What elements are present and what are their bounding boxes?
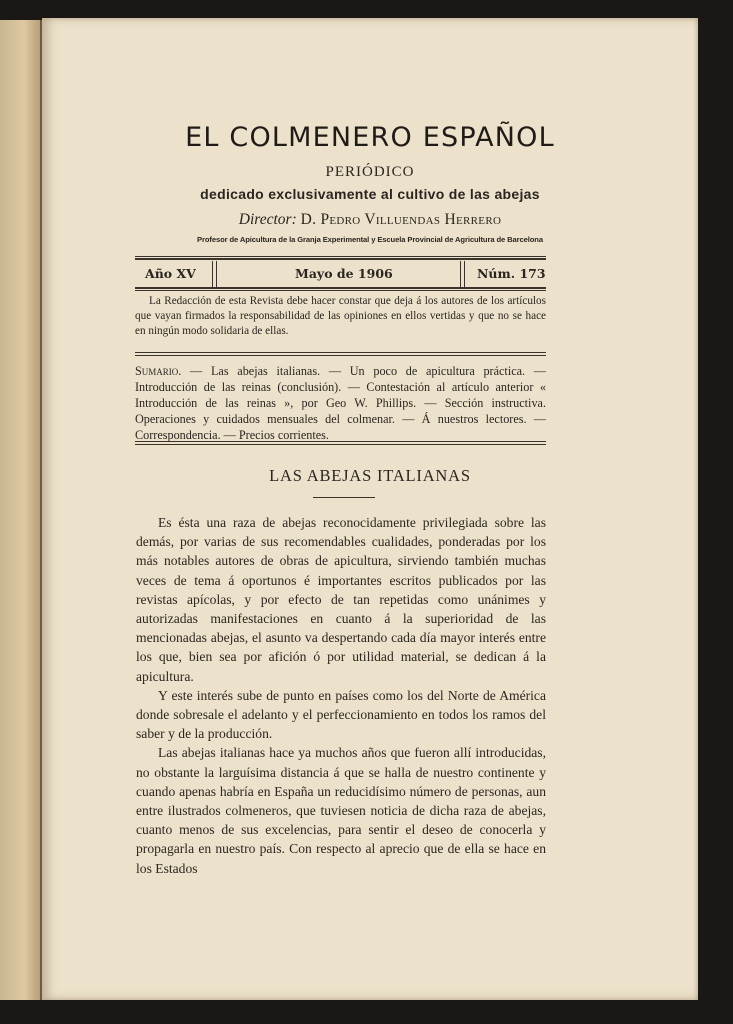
article-paragraph: Es ésta una raza de abejas reconocidamente privilegiada sobre las demás, por varias de sus recomendables cualidades, ponderadas por los más notables autores de obras de apicultura, sirviendo también muchas veces de tema á oportunos é importantes escritos publicados por las revistas apícolas, y por efecto de tan repetidas como unánimes y autorizadas manifestaciones en cuanto á la superioridad de las mencionadas abejas, el asunto va despertando cada día mayor interés entre los que, bien sea por afición ó por utilidad material, se dedican á la apicultura.	[136, 515, 546, 684]
masthead-number: Núm. 173	[477, 266, 546, 281]
director-line	[42, 211, 698, 229]
journal-subtitle: PERIÓDICO	[325, 164, 415, 180]
summary-label: Sumario.	[135, 364, 182, 378]
article-paragraph: Y este interés sube de punto en países como los del Norte de América donde sobresale el adelanto y el perfeccionamiento en todos los ramos del saber y de la producción.	[136, 687, 546, 742]
document-page	[42, 18, 698, 1000]
summary-text: — Las abejas italianas. — Un poco de apicultura práctica. — Introducción de las reinas (conclusión). — Contestación al artículo anterior « Introducción de las reinas », por Geo W. Phillips. — Sección instructiva. Operaciones y cuidados mensuales del colmenar. — Á nuestros lectores. — Correspondencia. — Precios corrientes.	[135, 364, 546, 442]
summary-rule-top	[135, 352, 546, 353]
journal-title: EL COLMENERO ESPAÑOL	[185, 122, 555, 153]
summary-rule-top-2	[135, 355, 546, 356]
masthead-rule-top-thick	[135, 258, 546, 260]
director-role: Director:	[238, 211, 297, 228]
summary-rule-bottom	[135, 441, 546, 442]
masthead-year: Año XV	[145, 266, 196, 281]
masthead-rule-bottom	[135, 290, 546, 291]
masthead-date: Mayo de 1906	[295, 266, 393, 281]
journal-dedication: dedicado exclusivamente al cultivo de las abejas	[200, 186, 540, 202]
summary	[135, 363, 546, 443]
article-paragraph: Las abejas italianas hace ya muchos años que fueron allí introducidas, no obstante la larguísima distancia á que se halla de nuestro continente y cuando apenas habría en España un reducidísimo número de personas, aun entre ilustrados colmeneros, que tuviesen noticia de dicha raza de abejas, cuanto menos de sus excelencias, para sentir el deseo de conocerla y propagarla en nuestro país. Con respecto al aprecio que de ella se hace en los Estados	[136, 745, 546, 876]
adjacent-page-edge	[0, 20, 42, 1000]
editorial-notice: La Redacción de esta Revista debe hacer constar que deja á los autores de los artículos que vayan firmados la responsabilidad de las opiniones en ellos vertidas y que no se hace en ningún modo solidaria de ellas.	[135, 295, 546, 338]
masthead-rule-bottom-thick	[135, 287, 546, 289]
masthead-rule-top	[135, 256, 546, 257]
summary-rule-bottom-2	[135, 444, 546, 445]
masthead	[135, 262, 546, 286]
article-title: LAS ABEJAS ITALIANAS	[269, 466, 471, 485]
masthead-divider	[212, 261, 217, 287]
professor-line: Profesor de Apicultura de la Granja Experimental y Escuela Provincial de Agricultura de Barcelona	[197, 235, 543, 244]
article-title-rule	[313, 497, 375, 498]
masthead-divider	[460, 261, 465, 287]
article-body	[136, 513, 546, 878]
director-name: D. Pedro Villuendas Herrero	[300, 211, 502, 228]
